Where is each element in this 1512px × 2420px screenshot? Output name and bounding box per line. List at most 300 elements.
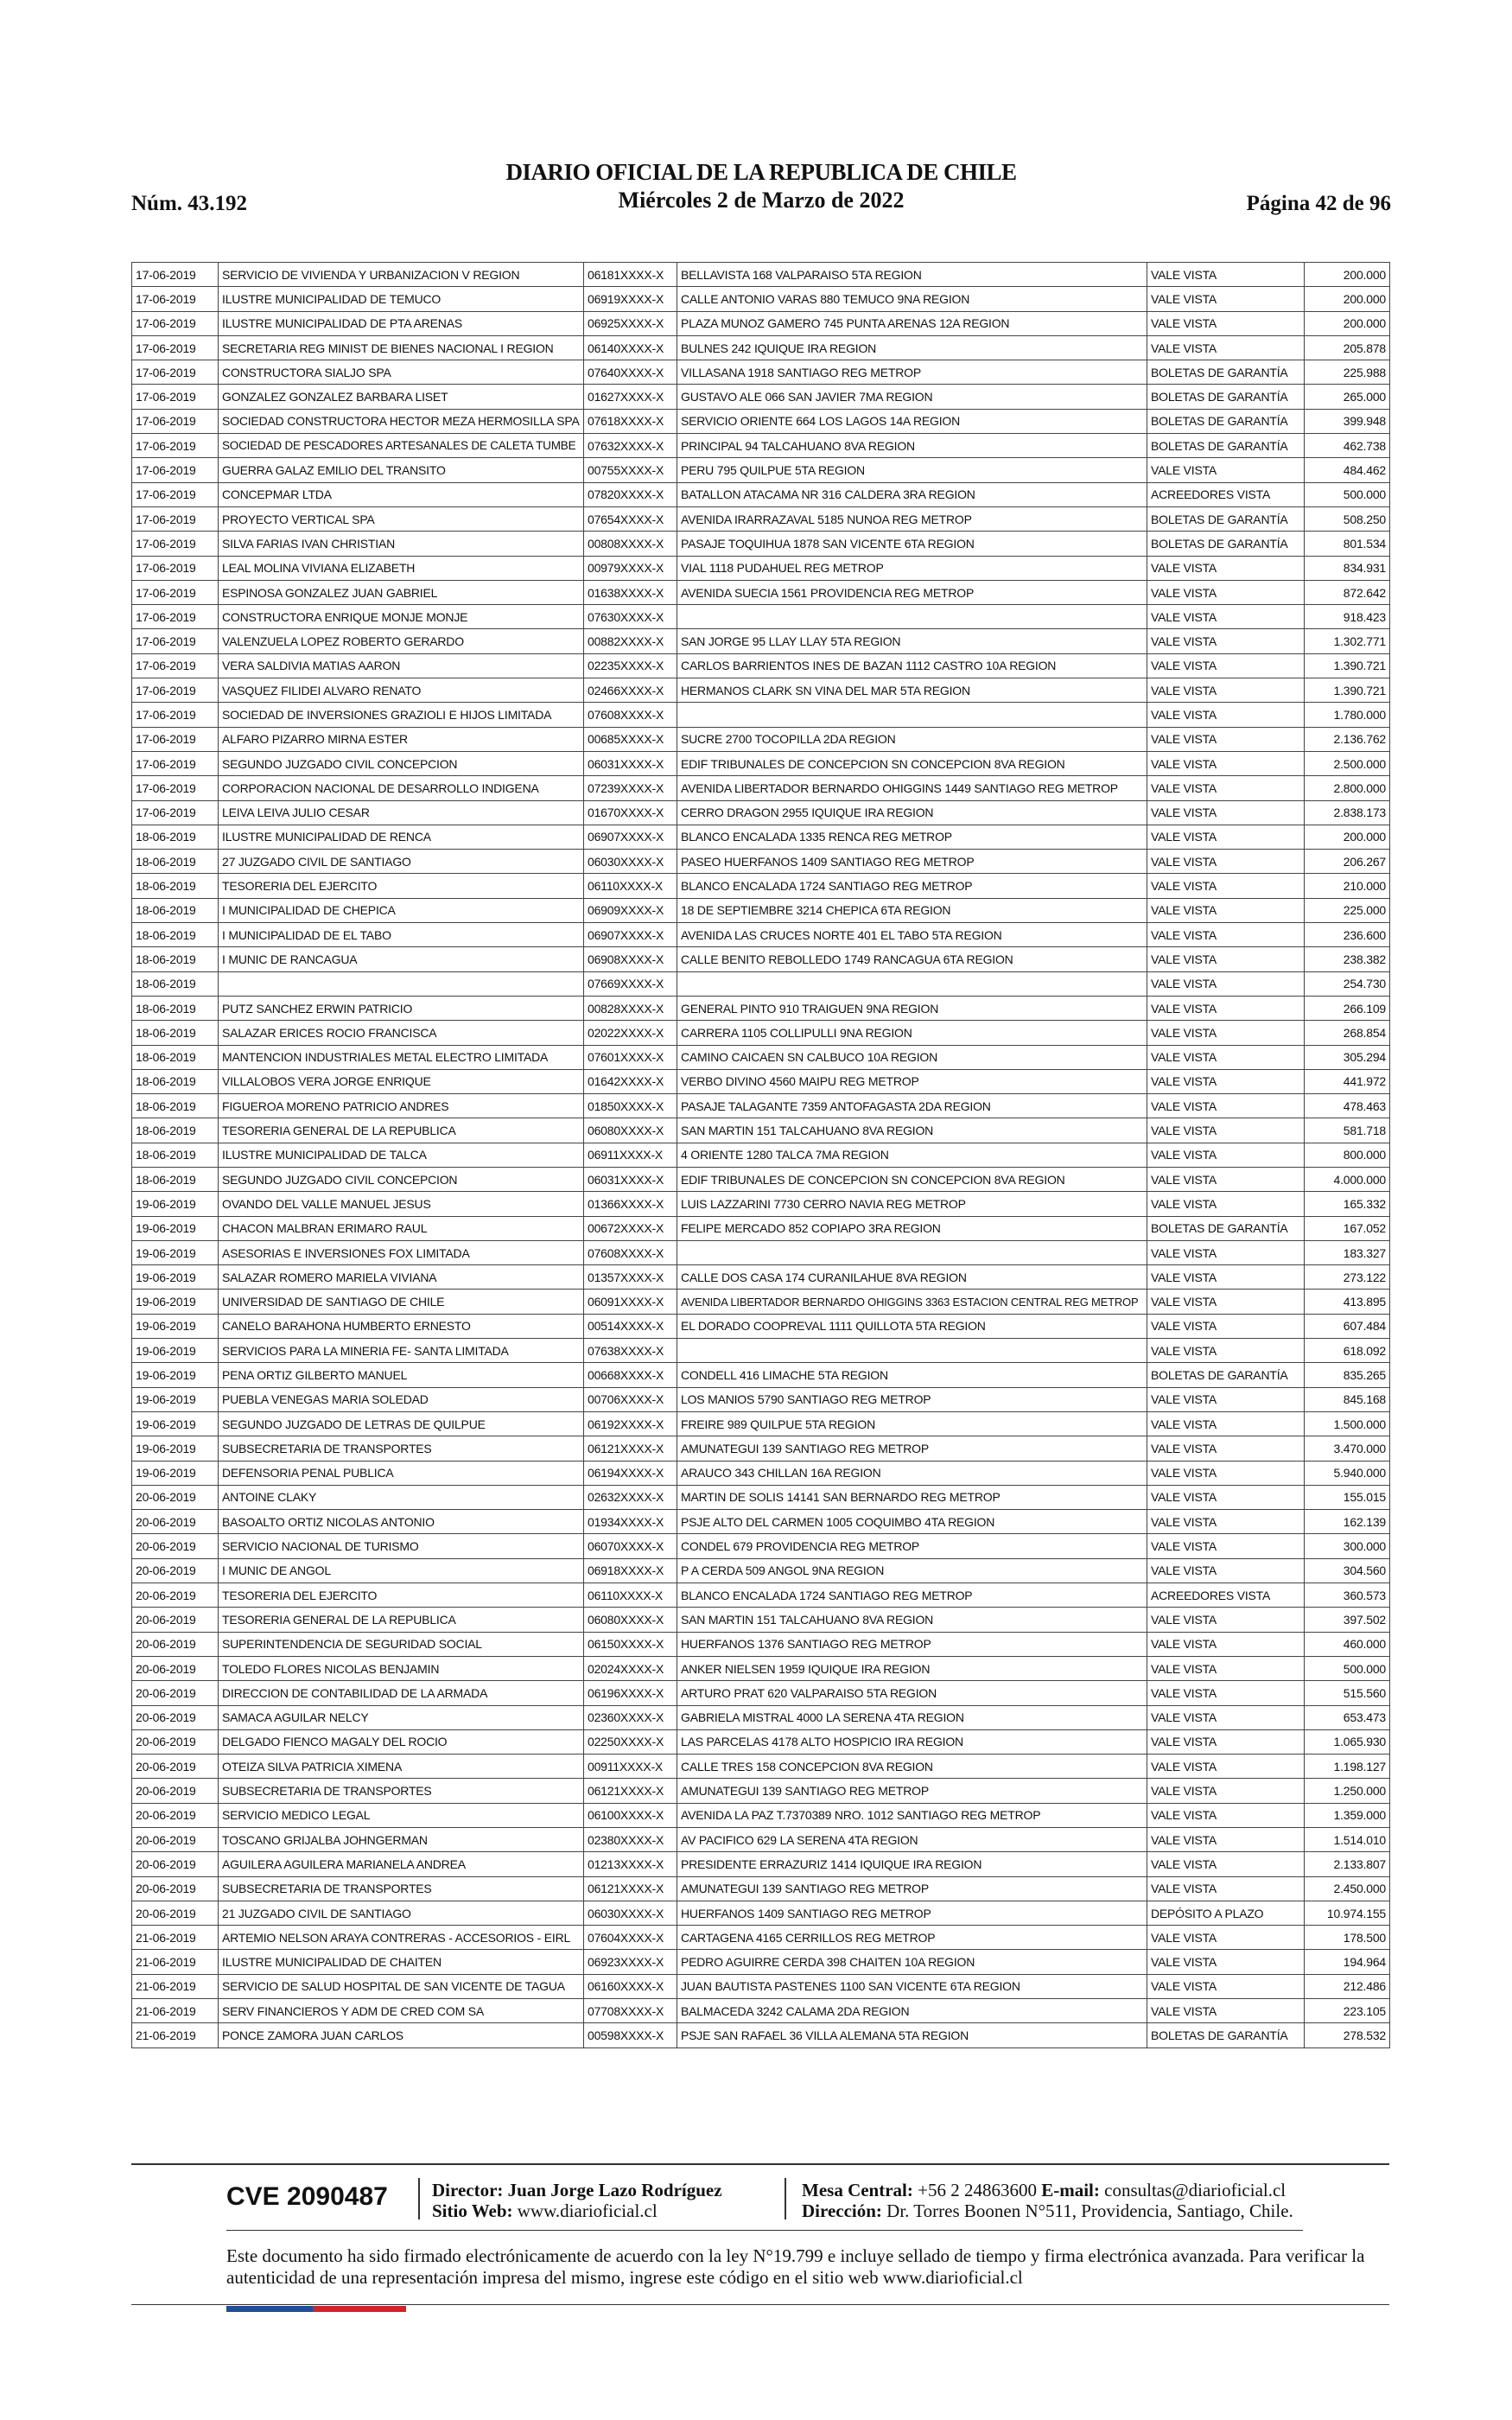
name-cell: DELGADO FIENCO MAGALY DEL ROCIO bbox=[219, 1729, 584, 1754]
amount-cell: 835.265 bbox=[1305, 1363, 1390, 1387]
instrument-cell: VALE VISTA bbox=[1147, 1118, 1305, 1143]
email-address: consultas@diarioficial.cl bbox=[1104, 2180, 1286, 2200]
instrument-cell: VALE VISTA bbox=[1147, 1290, 1305, 1314]
name-cell: I MUNICIPALIDAD DE CHEPICA bbox=[219, 898, 584, 922]
date-cell: 20-06-2019 bbox=[132, 1534, 219, 1558]
amount-cell: 360.573 bbox=[1305, 1583, 1390, 1608]
date-cell: 17-06-2019 bbox=[132, 287, 219, 311]
rut-cell: 06909XXXX-X bbox=[584, 898, 677, 922]
name-cell: ILUSTRE MUNICIPALIDAD DE RENCA bbox=[219, 825, 584, 849]
instrument-cell: VALE VISTA bbox=[1147, 1681, 1305, 1705]
instrument-cell: VALE VISTA bbox=[1147, 556, 1305, 580]
instrument-cell: VALE VISTA bbox=[1147, 1974, 1305, 1998]
amount-cell: 268.854 bbox=[1305, 1021, 1390, 1045]
rut-cell: 02022XXXX-X bbox=[584, 1021, 677, 1045]
name-cell: TOLEDO FLORES NICOLAS BENJAMIN bbox=[219, 1656, 584, 1680]
amount-cell: 500.000 bbox=[1305, 482, 1390, 506]
name-cell: ILUSTRE MUNICIPALIDAD DE CHAITEN bbox=[219, 1950, 584, 1974]
table-row bbox=[132, 506, 1390, 531]
rut-cell: 07604XXXX-X bbox=[584, 1926, 677, 1950]
address-cell: PRINCIPAL 94 TALCAHUANO 8VA REGION bbox=[677, 434, 1147, 458]
name-cell: SEGUNDO JUZGADO CIVIL CONCEPCION bbox=[219, 1167, 584, 1191]
date-cell: 17-06-2019 bbox=[132, 580, 219, 604]
name-cell: FIGUEROA MORENO PATRICIO ANDRES bbox=[219, 1094, 584, 1118]
rut-cell: 07608XXXX-X bbox=[584, 1240, 677, 1264]
name-cell: SALAZAR ERICES ROCIO FRANCISCA bbox=[219, 1021, 584, 1045]
amount-cell: 236.600 bbox=[1305, 923, 1390, 947]
address-cell: BLANCO ENCALADA 1724 SANTIAGO REG METROP bbox=[677, 874, 1147, 898]
address-cell: VIAL 1118 PUDAHUEL REG METROP bbox=[677, 556, 1147, 580]
table-row bbox=[132, 287, 1390, 311]
date-cell: 19-06-2019 bbox=[132, 1387, 219, 1411]
table-row bbox=[132, 923, 1390, 947]
instrument-cell: VALE VISTA bbox=[1147, 1167, 1305, 1191]
rut-cell: 06907XXXX-X bbox=[584, 825, 677, 849]
name-cell: SERVICIO NACIONAL DE TURISMO bbox=[219, 1534, 584, 1558]
rut-cell: 06918XXXX-X bbox=[584, 1558, 677, 1583]
table-row bbox=[132, 1021, 1390, 1045]
amount-cell: 4.000.000 bbox=[1305, 1167, 1390, 1191]
table-row bbox=[132, 1901, 1390, 1925]
name-cell: SUPERINTENDENCIA DE SEGURIDAD SOCIAL bbox=[219, 1632, 584, 1656]
instrument-cell: VALE VISTA bbox=[1147, 311, 1305, 335]
name-cell: GONZALEZ GONZALEZ BARBARA LISET bbox=[219, 385, 584, 409]
rut-cell: 00706XXXX-X bbox=[584, 1387, 677, 1411]
amount-cell: 305.294 bbox=[1305, 1045, 1390, 1069]
name-cell: ILUSTRE MUNICIPALIDAD DE TALCA bbox=[219, 1143, 584, 1167]
table-row bbox=[132, 1510, 1390, 1534]
address-cell: BULNES 242 IQUIQUE IRA REGION bbox=[677, 335, 1147, 360]
amount-cell: 273.122 bbox=[1305, 1265, 1390, 1290]
address-cell: BELLAVISTA 168 VALPARAISO 5TA REGION bbox=[677, 263, 1147, 287]
table-row bbox=[132, 1045, 1390, 1069]
table-row bbox=[132, 1705, 1390, 1729]
name-cell: GUERRA GALAZ EMILIO DEL TRANSITO bbox=[219, 458, 584, 482]
rut-cell: 07632XXXX-X bbox=[584, 434, 677, 458]
instrument-cell: VALE VISTA bbox=[1147, 1779, 1305, 1803]
date-cell: 20-06-2019 bbox=[132, 1754, 219, 1779]
date-cell: 21-06-2019 bbox=[132, 1926, 219, 1950]
address-cell: BLANCO ENCALADA 1335 RENCA REG METROP bbox=[677, 825, 1147, 849]
rut-cell: 06181XXXX-X bbox=[584, 263, 677, 287]
instrument-cell: VALE VISTA bbox=[1147, 1265, 1305, 1290]
instrument-cell: VALE VISTA bbox=[1147, 1656, 1305, 1680]
table-row bbox=[132, 2023, 1390, 2047]
instrument-cell: VALE VISTA bbox=[1147, 1705, 1305, 1729]
table-row bbox=[132, 1240, 1390, 1264]
amount-cell: 225.000 bbox=[1305, 898, 1390, 922]
table-row bbox=[132, 850, 1390, 874]
address-cell bbox=[677, 1240, 1147, 1264]
name-cell: ILUSTRE MUNICIPALIDAD DE PTA ARENAS bbox=[219, 311, 584, 335]
instrument-cell: VALE VISTA bbox=[1147, 898, 1305, 922]
table-row bbox=[132, 385, 1390, 409]
instrument-cell: VALE VISTA bbox=[1147, 458, 1305, 482]
address-cell: AVENIDA LA PAZ T.7370389 NRO. 1012 SANTIAGO REG METROP bbox=[677, 1803, 1147, 1827]
instrument-cell: VALE VISTA bbox=[1147, 1021, 1305, 1045]
instrument-cell: VALE VISTA bbox=[1147, 971, 1305, 996]
name-cell: 21 JUZGADO CIVIL DE SANTIAGO bbox=[219, 1901, 584, 1925]
rut-cell: 00828XXXX-X bbox=[584, 996, 677, 1020]
amount-cell: 500.000 bbox=[1305, 1656, 1390, 1680]
address-cell: PASAJE TALAGANTE 7359 ANTOFAGASTA 2DA REGION bbox=[677, 1094, 1147, 1118]
table-row bbox=[132, 1436, 1390, 1461]
address-cell: CARTAGENA 4165 CERRILLOS REG METROP bbox=[677, 1926, 1147, 1950]
amount-cell: 515.560 bbox=[1305, 1681, 1390, 1705]
address-cell: LAS PARCELAS 4178 ALTO HOSPICIO IRA REGION bbox=[677, 1729, 1147, 1754]
rut-cell: 07608XXXX-X bbox=[584, 703, 677, 727]
instrument-cell: BOLETAS DE GARANTÍA bbox=[1147, 385, 1305, 409]
table-row bbox=[132, 263, 1390, 287]
rut-cell: 06911XXXX-X bbox=[584, 1143, 677, 1167]
mesa-phone: +56 2 24863600 bbox=[918, 2180, 1037, 2200]
amount-cell: 183.327 bbox=[1305, 1240, 1390, 1264]
date-cell: 18-06-2019 bbox=[132, 1118, 219, 1143]
amount-cell: 1.514.010 bbox=[1305, 1828, 1390, 1852]
rut-cell: 07654XXXX-X bbox=[584, 506, 677, 531]
instrument-cell: VALE VISTA bbox=[1147, 1754, 1305, 1779]
address-cell: HERMANOS CLARK SN VINA DEL MAR 5TA REGION bbox=[677, 678, 1147, 703]
instrument-cell: BOLETAS DE GARANTÍA bbox=[1147, 1216, 1305, 1240]
date-cell: 17-06-2019 bbox=[132, 629, 219, 653]
rut-cell: 06923XXXX-X bbox=[584, 1950, 677, 1974]
rut-cell: 06110XXXX-X bbox=[584, 874, 677, 898]
address-cell: CALLE ANTONIO VARAS 880 TEMUCO 9NA REGION bbox=[677, 287, 1147, 311]
address-cell: SAN JORGE 95 LLAY LLAY 5TA REGION bbox=[677, 629, 1147, 653]
date-cell: 18-06-2019 bbox=[132, 1069, 219, 1093]
rut-cell: 06031XXXX-X bbox=[584, 751, 677, 775]
instrument-cell: VALE VISTA bbox=[1147, 1436, 1305, 1461]
instrument-cell: VALE VISTA bbox=[1147, 1926, 1305, 1950]
name-cell: PROYECTO VERTICAL SPA bbox=[219, 506, 584, 531]
table-row bbox=[132, 1974, 1390, 1998]
instrument-cell: VALE VISTA bbox=[1147, 605, 1305, 629]
rut-cell: 00598XXXX-X bbox=[584, 2023, 677, 2047]
date-cell: 20-06-2019 bbox=[132, 1485, 219, 1509]
flag-bar-blue bbox=[226, 2306, 313, 2312]
table-row bbox=[132, 1411, 1390, 1436]
table-row bbox=[132, 1754, 1390, 1779]
table-row bbox=[132, 629, 1390, 653]
date-cell: 19-06-2019 bbox=[132, 1265, 219, 1290]
table-row bbox=[132, 1069, 1390, 1093]
page-header bbox=[131, 159, 1391, 220]
name-cell: TESORERIA GENERAL DE LA REPUBLICA bbox=[219, 1608, 584, 1632]
amount-cell: 200.000 bbox=[1305, 263, 1390, 287]
mesa-label: Mesa Central: bbox=[802, 2180, 913, 2200]
date-cell: 17-06-2019 bbox=[132, 409, 219, 433]
instrument-cell: VALE VISTA bbox=[1147, 1950, 1305, 1974]
table-row bbox=[132, 1803, 1390, 1827]
date-cell: 19-06-2019 bbox=[132, 1436, 219, 1461]
amount-cell: 478.463 bbox=[1305, 1094, 1390, 1118]
date-cell: 20-06-2019 bbox=[132, 1608, 219, 1632]
amount-cell: 2.800.000 bbox=[1305, 776, 1390, 800]
footer-mid-rule bbox=[226, 2230, 1303, 2231]
amount-cell: 200.000 bbox=[1305, 825, 1390, 849]
date-cell: 18-06-2019 bbox=[132, 996, 219, 1020]
table-row bbox=[132, 1167, 1390, 1191]
date-cell: 17-06-2019 bbox=[132, 653, 219, 678]
amount-cell: 1.359.000 bbox=[1305, 1803, 1390, 1827]
address-cell: LUIS LAZZARINI 7730 CERRO NAVIA REG METROP bbox=[677, 1192, 1147, 1216]
rut-cell: 06140XXXX-X bbox=[584, 335, 677, 360]
rut-cell: 02466XXXX-X bbox=[584, 678, 677, 703]
name-cell: ANTOINE CLAKY bbox=[219, 1485, 584, 1509]
name-cell: SAMACA AGUILAR NELCY bbox=[219, 1705, 584, 1729]
rut-cell: 01627XXXX-X bbox=[584, 385, 677, 409]
amount-cell: 1.500.000 bbox=[1305, 1411, 1390, 1436]
instrument-cell: VALE VISTA bbox=[1147, 1558, 1305, 1583]
table-row bbox=[132, 532, 1390, 556]
address-cell: 4 ORIENTE 1280 TALCA 7MA REGION bbox=[677, 1143, 1147, 1167]
date-cell: 18-06-2019 bbox=[132, 1045, 219, 1069]
amount-cell: 254.730 bbox=[1305, 971, 1390, 996]
table-row bbox=[132, 434, 1390, 458]
address-cell: BATALLON ATACAMA NR 316 CALDERA 3RA REGION bbox=[677, 482, 1147, 506]
name-cell: VILLALOBOS VERA JORGE ENRIQUE bbox=[219, 1069, 584, 1093]
publication-title: DIARIO OFICIAL DE LA REPUBLICA DE CHILE bbox=[505, 159, 1017, 185]
amount-cell: 462.738 bbox=[1305, 434, 1390, 458]
date-cell: 17-06-2019 bbox=[132, 605, 219, 629]
rut-cell: 06030XXXX-X bbox=[584, 850, 677, 874]
table-row bbox=[132, 580, 1390, 604]
table-row bbox=[132, 1852, 1390, 1876]
amount-cell: 1.198.127 bbox=[1305, 1754, 1390, 1779]
footer-divider bbox=[785, 2178, 786, 2219]
rut-cell: 00685XXXX-X bbox=[584, 727, 677, 751]
name-cell: VERA SALDIVIA MATIAS AARON bbox=[219, 653, 584, 678]
address-cell bbox=[677, 971, 1147, 996]
amount-cell: 3.470.000 bbox=[1305, 1436, 1390, 1461]
address-cell: PSJE SAN RAFAEL 36 VILLA ALEMANA 5TA REGION bbox=[677, 2023, 1147, 2047]
date-cell: 19-06-2019 bbox=[132, 1240, 219, 1264]
address-cell: PSJE ALTO DEL CARMEN 1005 COQUIMBO 4TA REGION bbox=[677, 1510, 1147, 1534]
address-cell: HUERFANOS 1376 SANTIAGO REG METROP bbox=[677, 1632, 1147, 1656]
table-row bbox=[132, 825, 1390, 849]
rut-cell: 06925XXXX-X bbox=[584, 311, 677, 335]
name-cell: CORPORACION NACIONAL DE DESARROLLO INDIGENA bbox=[219, 776, 584, 800]
instrument-cell: VALE VISTA bbox=[1147, 751, 1305, 775]
footer-divider bbox=[418, 2178, 420, 2219]
date-cell: 18-06-2019 bbox=[132, 971, 219, 996]
amount-cell: 2.838.173 bbox=[1305, 800, 1390, 825]
name-cell: VASQUEZ FILIDEI ALVARO RENATO bbox=[219, 678, 584, 703]
date-cell: 17-06-2019 bbox=[132, 458, 219, 482]
rut-cell: 01642XXXX-X bbox=[584, 1069, 677, 1093]
name-cell: OTEIZA SILVA PATRICIA XIMENA bbox=[219, 1754, 584, 1779]
rut-cell: 02632XXXX-X bbox=[584, 1485, 677, 1509]
rut-cell: 00979XXXX-X bbox=[584, 556, 677, 580]
address-cell: PASEO HUERFANOS 1409 SANTIAGO REG METROP bbox=[677, 850, 1147, 874]
address-cell: BLANCO ENCALADA 1724 SANTIAGO REG METROP bbox=[677, 1583, 1147, 1608]
instrument-cell: VALE VISTA bbox=[1147, 1240, 1305, 1264]
table-row bbox=[132, 1779, 1390, 1803]
address-cell: ARAUCO 343 CHILLAN 16A REGION bbox=[677, 1461, 1147, 1485]
name-cell: ASESORIAS E INVERSIONES FOX LIMITADA bbox=[219, 1240, 584, 1264]
rut-cell: 01638XXXX-X bbox=[584, 580, 677, 604]
instrument-cell: DEPÓSITO A PLAZO bbox=[1147, 1901, 1305, 1925]
date-cell: 17-06-2019 bbox=[132, 263, 219, 287]
footer-bottom-rule bbox=[131, 2304, 1389, 2305]
amount-cell: 1.780.000 bbox=[1305, 703, 1390, 727]
date-cell: 17-06-2019 bbox=[132, 727, 219, 751]
rut-cell: 06030XXXX-X bbox=[584, 1901, 677, 1925]
instrument-cell: VALE VISTA bbox=[1147, 678, 1305, 703]
amount-cell: 834.931 bbox=[1305, 556, 1390, 580]
table-row bbox=[132, 996, 1390, 1020]
amount-cell: 165.332 bbox=[1305, 1192, 1390, 1216]
address-text: Dr. Torres Boonen N°511, Providencia, Santiago, Chile. bbox=[886, 2200, 1293, 2222]
address-cell: HUERFANOS 1409 SANTIAGO REG METROP bbox=[677, 1901, 1147, 1925]
table-row bbox=[132, 482, 1390, 506]
date-cell: 17-06-2019 bbox=[132, 434, 219, 458]
rut-cell: 00755XXXX-X bbox=[584, 458, 677, 482]
address-cell: EDIF TRIBUNALES DE CONCEPCION SN CONCEPCION 8VA REGION bbox=[677, 751, 1147, 775]
publication-date: Miércoles 2 de Marzo de 2022 bbox=[618, 188, 905, 213]
table-row bbox=[132, 605, 1390, 629]
name-cell: LEIVA LEIVA JULIO CESAR bbox=[219, 800, 584, 825]
instrument-cell: VALE VISTA bbox=[1147, 996, 1305, 1020]
table-row bbox=[132, 1681, 1390, 1705]
table-row bbox=[132, 874, 1390, 898]
date-cell: 19-06-2019 bbox=[132, 1339, 219, 1363]
name-cell: SERVICIO DE SALUD HOSPITAL DE SAN VICENTE DE TAGUA bbox=[219, 1974, 584, 1998]
amount-cell: 167.052 bbox=[1305, 1216, 1390, 1240]
address-cell: GABRIELA MISTRAL 4000 LA SERENA 4TA REGION bbox=[677, 1705, 1147, 1729]
date-cell: 17-06-2019 bbox=[132, 335, 219, 360]
amount-cell: 801.534 bbox=[1305, 532, 1390, 556]
amount-cell: 484.462 bbox=[1305, 458, 1390, 482]
name-cell: PENA ORTIZ GILBERTO MANUEL bbox=[219, 1363, 584, 1387]
table-row bbox=[132, 1828, 1390, 1852]
name-cell: SALAZAR ROMERO MARIELA VIVIANA bbox=[219, 1265, 584, 1290]
address-cell: CONDEL 679 PROVIDENCIA REG METROP bbox=[677, 1534, 1147, 1558]
rut-cell: 06908XXXX-X bbox=[584, 947, 677, 971]
table-row bbox=[132, 653, 1390, 678]
date-cell: 20-06-2019 bbox=[132, 1510, 219, 1534]
date-cell: 20-06-2019 bbox=[132, 1803, 219, 1827]
instrument-cell: VALE VISTA bbox=[1147, 335, 1305, 360]
table-row bbox=[132, 1999, 1390, 2023]
instrument-cell: VALE VISTA bbox=[1147, 629, 1305, 653]
name-cell: BASOALTO ORTIZ NICOLAS ANTONIO bbox=[219, 1510, 584, 1534]
amount-cell: 2.133.807 bbox=[1305, 1852, 1390, 1876]
date-cell: 19-06-2019 bbox=[132, 1216, 219, 1240]
amount-cell: 460.000 bbox=[1305, 1632, 1390, 1656]
address-label: Dirección: bbox=[802, 2200, 882, 2222]
name-cell bbox=[219, 971, 584, 996]
address-cell: JUAN BAUTISTA PASTENES 1100 SAN VICENTE 6TA REGION bbox=[677, 1974, 1147, 1998]
rut-cell: 06194XXXX-X bbox=[584, 1461, 677, 1485]
rut-cell: 07820XXXX-X bbox=[584, 482, 677, 506]
date-cell: 19-06-2019 bbox=[132, 1192, 219, 1216]
date-cell: 18-06-2019 bbox=[132, 1094, 219, 1118]
instrument-cell: VALE VISTA bbox=[1147, 263, 1305, 287]
rut-cell: 07640XXXX-X bbox=[584, 360, 677, 385]
table-row bbox=[132, 751, 1390, 775]
table-row bbox=[132, 678, 1390, 703]
date-cell: 18-06-2019 bbox=[132, 874, 219, 898]
name-cell: PUTZ SANCHEZ ERWIN PATRICIO bbox=[219, 996, 584, 1020]
address-cell: AMUNATEGUI 139 SANTIAGO REG METROP bbox=[677, 1876, 1147, 1901]
table-row bbox=[132, 1608, 1390, 1632]
address-cell: P A CERDA 509 ANGOL 9NA REGION bbox=[677, 1558, 1147, 1583]
amount-cell: 1.390.721 bbox=[1305, 678, 1390, 703]
amount-cell: 872.642 bbox=[1305, 580, 1390, 604]
date-cell: 20-06-2019 bbox=[132, 1852, 219, 1876]
date-cell: 21-06-2019 bbox=[132, 1974, 219, 1998]
date-cell: 19-06-2019 bbox=[132, 1314, 219, 1338]
table-row bbox=[132, 1485, 1390, 1509]
name-cell: DEFENSORIA PENAL PUBLICA bbox=[219, 1461, 584, 1485]
amount-cell: 304.560 bbox=[1305, 1558, 1390, 1583]
instrument-cell: VALE VISTA bbox=[1147, 1803, 1305, 1827]
amount-cell: 210.000 bbox=[1305, 874, 1390, 898]
date-cell: 17-06-2019 bbox=[132, 385, 219, 409]
address-cell: VERBO DIVINO 4560 MAIPU REG METROP bbox=[677, 1069, 1147, 1093]
instrument-cell: VALE VISTA bbox=[1147, 1094, 1305, 1118]
name-cell: I MUNICIPALIDAD DE EL TABO bbox=[219, 923, 584, 947]
name-cell: PUEBLA VENEGAS MARIA SOLEDAD bbox=[219, 1387, 584, 1411]
name-cell: SERVICIO MEDICO LEGAL bbox=[219, 1803, 584, 1827]
amount-cell: 441.972 bbox=[1305, 1069, 1390, 1093]
date-cell: 18-06-2019 bbox=[132, 1167, 219, 1191]
name-cell: OVANDO DEL VALLE MANUEL JESUS bbox=[219, 1192, 584, 1216]
instrument-cell: BOLETAS DE GARANTÍA bbox=[1147, 1363, 1305, 1387]
address-cell: BALMACEDA 3242 CALAMA 2DA REGION bbox=[677, 1999, 1147, 2023]
name-cell: SOCIEDAD CONSTRUCTORA HECTOR MEZA HERMOSILLA SPA bbox=[219, 409, 584, 433]
table-row bbox=[132, 1143, 1390, 1167]
table-row bbox=[132, 1363, 1390, 1387]
instrument-cell: VALE VISTA bbox=[1147, 1852, 1305, 1876]
email-label: E-mail: bbox=[1041, 2180, 1100, 2200]
name-cell: CHACON MALBRAN ERIMARO RAUL bbox=[219, 1216, 584, 1240]
instrument-cell: VALE VISTA bbox=[1147, 1411, 1305, 1436]
date-cell: 18-06-2019 bbox=[132, 947, 219, 971]
date-cell: 18-06-2019 bbox=[132, 923, 219, 947]
instrument-cell: BOLETAS DE GARANTÍA bbox=[1147, 506, 1305, 531]
name-cell: PONCE ZAMORA JUAN CARLOS bbox=[219, 2023, 584, 2047]
address-cell: AMUNATEGUI 139 SANTIAGO REG METROP bbox=[677, 1779, 1147, 1803]
amount-cell: 200.000 bbox=[1305, 311, 1390, 335]
address-cell: CONDELL 416 LIMACHE 5TA REGION bbox=[677, 1363, 1147, 1387]
instrument-cell: VALE VISTA bbox=[1147, 1461, 1305, 1485]
table-row bbox=[132, 1094, 1390, 1118]
instrument-cell: VALE VISTA bbox=[1147, 1387, 1305, 1411]
instrument-cell: ACREEDORES VISTA bbox=[1147, 482, 1305, 506]
rut-cell: 06080XXXX-X bbox=[584, 1118, 677, 1143]
table-row bbox=[132, 947, 1390, 971]
date-cell: 18-06-2019 bbox=[132, 1021, 219, 1045]
table-row bbox=[132, 311, 1390, 335]
instrument-cell: BOLETAS DE GARANTÍA bbox=[1147, 360, 1305, 385]
table-row bbox=[132, 1387, 1390, 1411]
name-cell: CONSTRUCTORA ENRIQUE MONJE MONJE bbox=[219, 605, 584, 629]
address-cell: PERU 795 QUILPUE 5TA REGION bbox=[677, 458, 1147, 482]
site-url: www.diarioficial.cl bbox=[517, 2200, 658, 2222]
instrument-cell: BOLETAS DE GARANTÍA bbox=[1147, 532, 1305, 556]
address-cell: 18 DE SEPTIEMBRE 3214 CHEPICA 6TA REGION bbox=[677, 898, 1147, 922]
table-row bbox=[132, 1632, 1390, 1656]
amount-cell: 1.390.721 bbox=[1305, 653, 1390, 678]
table-row bbox=[132, 335, 1390, 360]
name-cell: SECRETARIA REG MINIST DE BIENES NACIONAL I REGION bbox=[219, 335, 584, 360]
address-cell: AVENIDA LAS CRUCES NORTE 401 EL TABO 5TA REGION bbox=[677, 923, 1147, 947]
rut-cell: 01934XXXX-X bbox=[584, 1510, 677, 1534]
address-cell: CALLE DOS CASA 174 CURANILAHUE 8VA REGION bbox=[677, 1265, 1147, 1290]
amount-cell: 200.000 bbox=[1305, 287, 1390, 311]
